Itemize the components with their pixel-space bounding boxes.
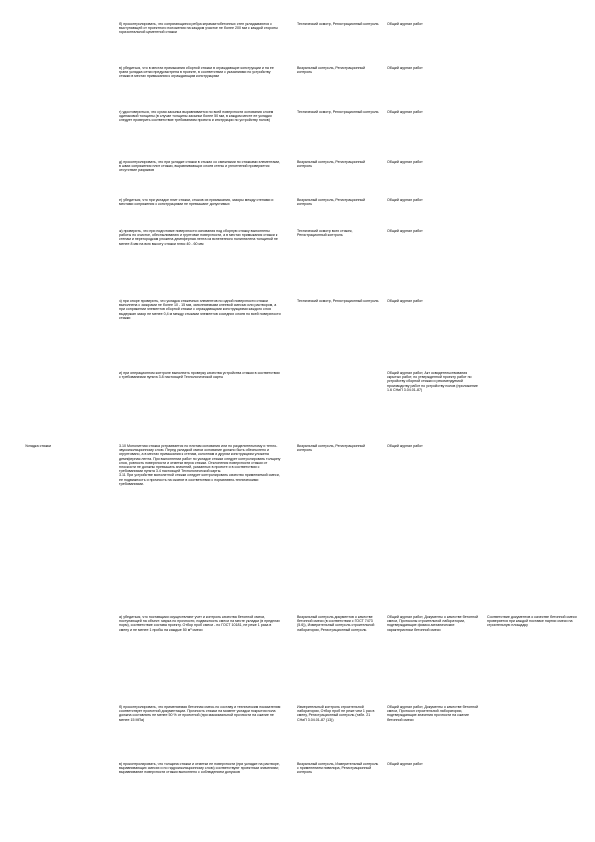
row-6-requirement: з) при опоре проверить, что укладка стяжечных элементов по одной поверхности стяжки выполнена с зазорами не более 10 - 15 мм, заполняемыми клеевой смесью или раствором, а при сопряжении элементов сборной стяжки с ограждающими конструкциями каждого слоя выдержан зазор не менее 0,4 м между стыками элементов соседних слоев по всей поверхности стяжки xyxy=(119,299,281,320)
row-8-requirement: 3.10 Монолитная стяжка устраивается по плитам основания или по разделительному и тепло-звукоизоляционному слою. Перед укладкой смеси основание должно быть обеспылено и огрунтовано, а в местах примыкания к стенам, колоннам и другим конструкциям уложена демпферная лента. При выполнении работ по укладке стяжки следует контролировать толщину слоя, ровность поверхности и отметки верха стяжки. Отклонения поверхности стяжки от плоскости не должны превышать значений, указанных в проекте и в соответствии с требованиями пункта 3.4 настоящей Технологической карты. 3.11 При устройстве монолитной стяжки следует контролировать качество применяемой смеси, ее подвижность и прочность на сжатие в соответствии с нормативно-техническими требованиями. xyxy=(119,444,281,486)
row-8-documentation: Общий журнал работ xyxy=(387,444,423,448)
row-8-control-method: Визуальный контроль, Регистрационный контроль xyxy=(297,444,366,453)
row-1-requirement: в) убедиться, что в местах примыкания сборной стяжки в ограждающие конструкции и на ее грани укладка сетки предусмотрена в проекте, в соответствии с указаниями по устройству стяжки в местах примыкания к ограждающим конструкциям xyxy=(119,66,274,79)
row-4-requirement: е) убедиться, что при укладке плит стяжки, стыков их примыкания, зазоры между стенами и местами сопряжения с конструкциями не превышают допустимых xyxy=(119,198,274,207)
row-5-requirement: ж) проверить, что при подготовке поверхности основания под сборную стяжку выполнены работы по очистке, обеспыливанию и грунтовке поверхности, а в местах примыкания стяжки к стенам и перегородкам уложена демпферная лента из вспененного полиэтилена толщиной не менее 8 мм на всю высоту стяжки плюс 40 - 60 мм xyxy=(119,229,278,246)
row-5-control-method: Технический осмотр всех стяжек, Регистрационный контроль xyxy=(297,229,353,238)
row-6-documentation: Общий журнал работ xyxy=(387,299,423,303)
row-8-stage: Укладка стяжки xyxy=(25,444,51,448)
row-11-documentation: Общий журнал работ xyxy=(387,762,423,766)
row-0-documentation: Общий журнал работ xyxy=(387,22,423,26)
row-2-control-method: Технический осмотр, Регистрационный контроль xyxy=(297,110,379,114)
row-4-control-method: Визуальный контроль, Регистрационный контроль xyxy=(297,198,366,207)
row-0-control-method: Технический осмотр, Регистрационный контроль xyxy=(297,22,379,26)
row-7-requirement: и) при операционном контроле выполнить проверку качества устройства стяжки в соответствии с требованиями пункта 3.8 настоящей Технологической карты xyxy=(119,371,280,380)
row-3-requirement: д) проконтролировать, что при укладке стяжки в стыках со смежными по стяжками элементами, в швах сопряжения плит стяжки, выравнивающих слоев стены и уплотнений проверяется отсутствие разрывов xyxy=(119,160,280,173)
row-11-requirement: в) проконтролировать, что толщина стяжки и отметки ее поверхности (при укладке на растворе, выравнивающих смесях и по гидроизоляционному слою) соответствуют проектным значениям; выравнивание поверхности стяжки выполнено с соблюдением допусков xyxy=(119,762,280,775)
row-2-documentation: Общий журнал работ xyxy=(387,110,423,114)
row-9-requirement: а) убедиться, что поставщики осуществляют учет и контроль качества бетонной смеси, поступающей на объект: марка по прочности, подвижность смеси на месте укладки (в пределах норм), соответствие состава проекту. Отбор проб смеси - по ГОСТ 10181, не реже 1 раза в смену и не менее 1 пробы на каждые 50 м³ смеси xyxy=(119,615,280,632)
row-6-control-method: Технический осмотр, Регистрационный контроль xyxy=(297,299,379,303)
row-7-documentation: Общий журнал работ, Акт освидетельствования скрытых работ, по утвержденной проекту работ по устройству сборной стяжки и рекомендуемой производству работ по устройству полов (приложение 1.6 СНиП 3.04.01-87) xyxy=(387,371,478,392)
row-3-documentation: Общий журнал работ xyxy=(387,160,423,164)
row-9-documentation: Общий журнал работ, Документы о качестве бетонной смеси, Протоколы строительной лаборатории, подтверждающие физико-механические характеристики бетонной смеси xyxy=(387,615,479,632)
row-10-requirement: б) проконтролировать, что применяемая бетонная смесь по составу и техническим показателям соответствует проектной документации. Прочность стяжки на момент укладки покрытия пола должна составлять не менее 50 % от проектной (при максимальной прочности на сжатие не менее 15 МПа) xyxy=(119,705,281,722)
row-2-requirement: г) удостовериться, что сухая засыпка выравнивается по всей поверхности основания слоем одинаковой толщины (в случае толщины засыпки более 50 мм, в каждом месте ее укладки следует проверить соответствие требованиям проекта и инструкции по устройству полов) xyxy=(119,110,274,123)
row-10-documentation: Общий журнал работ, Документы о качестве бетонной смеси, Протокол строительной лаборатории, подтверждающие значения прочности на сжатие бетонной смеси xyxy=(387,705,479,722)
row-9-control-method: Визуальный контроль документов о качестве бетонной смеси (в соответствии с ГОСТ 7473 (5.6)), Измерительный контроль строительной лаборатории, Регистрационный контроль xyxy=(297,615,375,632)
row-10-control-method: Измерительный контроль строительной лаборатории, Отбор проб не реже чем 1 раз в смену, Регистрационный контроль (табл. 21 СНиП 3.04.01-87 (13)) xyxy=(297,705,375,722)
row-3-control-method: Визуальный контроль, Регистрационный контроль xyxy=(297,160,366,169)
row-1-documentation: Общий журнал работ xyxy=(387,66,423,70)
row-0-requirement: б) проконтролировать, что сопрягающиеся ребра керамзитобетонных стен укладываются с выступающей от проектного положения на каждом участке не более 200 мм с каждой стороны горизонтальной цементной стяжки xyxy=(119,22,278,35)
row-9-note: Соответствие документов о качестве бетонной смеси проверяется при каждой поставке партии смеси на строительную площадку xyxy=(487,615,577,628)
row-4-documentation: Общий журнал работ xyxy=(387,198,423,202)
row-5-documentation: Общий журнал работ xyxy=(387,229,423,233)
row-1-control-method: Визуальный контроль, Регистрационный контроль xyxy=(297,66,366,75)
row-11-control-method: Визуальный контроль, Измерительный контроль с применением нивелира, Регистрационный контроль xyxy=(297,762,379,775)
